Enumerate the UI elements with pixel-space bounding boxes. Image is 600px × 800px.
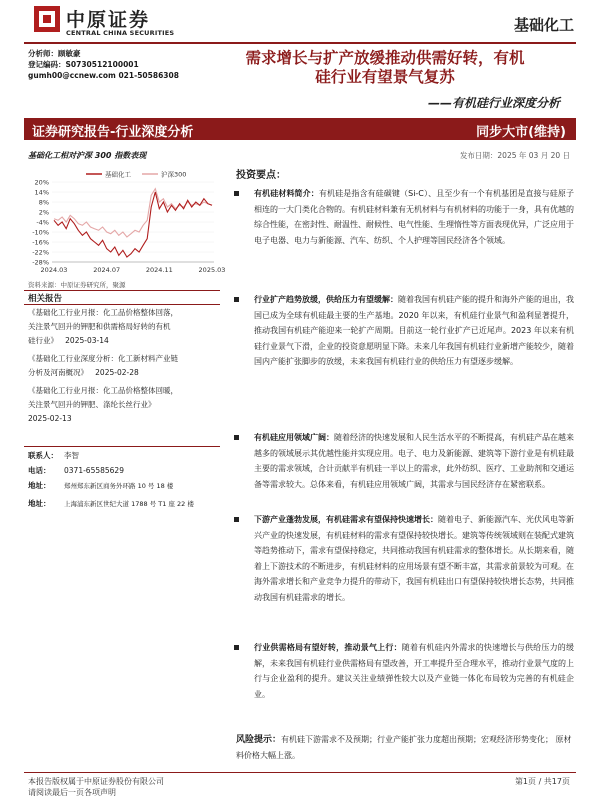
related-text: 《基础化工行业月报：化工品价格整体回暖， [28, 386, 178, 395]
report-type: 证券研究报告-行业深度分析 [32, 125, 194, 140]
contact-label: 联系人： [28, 451, 58, 460]
bullet-icon [234, 435, 239, 440]
report-type-banner [24, 118, 576, 140]
title-line-1: 需求增长与扩产放缓推动供需好转，有机 [245, 48, 525, 67]
related-text: 关注景气回升的钾肥和供需格局好转的有机 [28, 322, 171, 331]
point-text: 随着电子、新能源汽车、光伏风电等新兴产业的快速发展，有机硅材料的需求有望保持较快增长。建筑等传统领域则在装配式建筑等趋势推动下，需求有望保持稳定，共同推动我国有机硅需求的整体增长。从长期来看，随着上下游技术的不断进步，有机硅材料的应用场景有望不断丰富，其需求前景较为可观。在海外需求增长和产业竞争力提升的带动下，我国有机硅出口有望保持较快增长态势，共同推动我国有机硅需求的增长。 [254, 515, 574, 602]
report-title [200, 48, 570, 86]
copyright-text: 本报告版权属于中原证券股份有限公司 [28, 777, 164, 786]
related-heading: 相关报告 [28, 294, 63, 304]
bullet-icon [234, 645, 239, 650]
related-report-2[interactable] [28, 352, 218, 380]
related-date: 2025-02-13 [28, 414, 72, 423]
contact-label: 地址： [28, 499, 51, 508]
y-tick-label: 8% [38, 198, 49, 207]
contact-value: 上海浦东新区世纪大道 1788 号 T1 座 22 楼 [64, 500, 194, 508]
analyst-contact: gumh00@ccnew.com 021-50586308 [28, 71, 179, 80]
analyst-code: 登记编码：S0730512100001 [28, 60, 139, 69]
chart-source: 资料来源：中原证券研究所，聚源 [28, 281, 126, 289]
related-text: 分析及河南概况》 [28, 368, 88, 377]
related-text: 关注景气回升的钾肥、涤纶长丝行业》 [28, 400, 156, 409]
legend-label: 沪深300 [161, 170, 187, 179]
bullet-icon [234, 517, 239, 522]
header-divider [24, 42, 576, 44]
risk-text: 有机硅下游需求不及预期；行业产能扩张力度超出预期；宏观经济形势变化； 原材料价格大幅上涨。 [236, 735, 572, 760]
related-report-1[interactable] [28, 306, 218, 348]
point-4 [236, 512, 574, 605]
point-title: 有机硅应用领域广阔： [254, 433, 334, 442]
point-5 [236, 640, 574, 702]
risk-label: 风险提示： [236, 735, 282, 745]
x-tick-label: 2024.07 [93, 266, 121, 274]
x-tick-label: 2024.03 [40, 266, 68, 274]
page-number: 第1页 / 共17页 [514, 777, 570, 786]
contact-value: 0371-65585629 [64, 466, 124, 475]
y-tick-label: -28% [32, 258, 49, 267]
rating: 同步大市(维持) [476, 125, 566, 140]
related-divider [24, 290, 220, 291]
investment-points [236, 186, 574, 726]
contact-person [28, 450, 79, 462]
point-text: 有机硅是指含有硅碳键（Si-C）、且至少有一个有机基团是直接与硅原子相连的一大门类化合物的。有机硅材料兼有无机材料与有机材料的功能于一身，具有优越的综合性能，在密封性、耐温性、耐候性、电气性能、生理惰性等方面表现优异，广泛应用于电子电器、电力与新能源、汽车、纺织、个人护理等国民经济各个领域。 [254, 189, 574, 245]
point-title: 下游产业蓬勃发展，有机硅需求有望保持快速增长： [254, 515, 438, 524]
contact-label: 电话： [28, 466, 51, 475]
y-tick-label: 20% [34, 178, 49, 187]
related-date: 2025-02-28 [95, 368, 139, 377]
logo-name: 中原证券 [66, 9, 151, 31]
analyst-name: 分析师：顾敏豪 [28, 49, 81, 58]
report-subtitle: ——有机硅行业深度分析 [427, 96, 560, 110]
point-text: 随着我国有机硅产能的提升和海外产能的退出，我国已成为全球有机硅最主要的生产基地。2020 年以来，有机硅行业景气和盈利显著提升，推动我国有机硅产能迎来一轮扩产周期。目前这一轮行业扩产已近尾声。2023 年以来有机硅行业景气下滑，企业的投资意愿明显下降。未来几年我国有机硅行业新增产能较少，随着国内产能扩张脚步的放缓，未来我国有机硅行业的供给压力有望逐步缓解。 [254, 295, 574, 366]
point-1 [236, 186, 574, 248]
contact-divider [24, 446, 220, 447]
title-line-2: 硅行业有望景气复苏 [315, 67, 455, 86]
y-tick-label: 2% [38, 208, 49, 217]
sector-label: 基础化工 [513, 16, 574, 34]
x-tick-label: 2025.03 [198, 266, 226, 274]
point-title: 行业扩产趋势放缓，供给压力有望缓解： [254, 295, 398, 304]
point-text: 随着经济的快速发展和人民生活水平的不断提高，有机硅产品在越来越多的领域展示其优越性能并实现应用。电子、电力及新能源、建筑等下游行业是有机硅最主要的需求领域，合计贡献半有机硅一半以上的需求，此外纺织、医疗、工业助剂和交通运备等需求较大。总体来看，有机硅应用领域广阔，其需求与国民经济存在紧密联系。 [254, 433, 574, 489]
publish-date: 发布日期：2025 年 03 月 20 日 [459, 151, 570, 160]
related-text: 《基础化工行业深度分析：化工新材料产业链 [28, 354, 178, 363]
logo-icon [34, 6, 60, 32]
chart-title: 基础化工相对沪深 300 指数表现 [28, 151, 147, 160]
y-tick-label: 14% [34, 188, 49, 197]
contact-value: 李智 [64, 451, 79, 460]
legend-label: 基础化工 [105, 170, 131, 179]
related-report-3[interactable] [28, 384, 218, 426]
point-2 [236, 292, 574, 370]
related-text: 《基础化工行业月报：化工品价格整体回落， [28, 308, 178, 317]
contact-value: 郑州郑东新区商务外环路 10 号 18 楼 [64, 482, 174, 490]
investment-heading: 投资要点： [236, 170, 286, 181]
point-3 [236, 430, 574, 492]
related-text: 硅行业》 [28, 336, 58, 345]
y-tick-label: -4% [36, 218, 49, 227]
disclaimer-link[interactable]: 请阅读最后一页各项声明 [28, 788, 116, 797]
point-text: 随着有机硅内外需求的快速增长与供给压力的缓解，未来我国有机硅行业供需格局有望改善，开工率提升至合理水平，推动行业景气度的上行与企业盈利的提升。建议关注业绩弹性较大以及产业链一体化布局较为完善的有机硅企业。 [254, 643, 575, 699]
contact-address-1 [28, 480, 173, 492]
y-tick-label: -10% [32, 228, 49, 237]
performance-chart [24, 168, 226, 278]
logo-subtitle: CENTRAL CHINA SECURITIES [66, 29, 175, 37]
point-title: 行业供需格局有望好转，推动景气上行： [254, 643, 402, 652]
y-tick-label: -16% [32, 238, 49, 247]
bullet-icon [234, 297, 239, 302]
footer-divider [24, 772, 576, 773]
bullet-icon [234, 191, 239, 196]
point-title: 有机硅材料简介： [254, 189, 319, 198]
contact-address-2 [28, 498, 194, 510]
x-tick-label: 2024.11 [145, 266, 173, 274]
footer-notice [28, 776, 164, 798]
contact-label: 地址： [28, 481, 51, 490]
y-tick-label: -22% [32, 248, 49, 257]
contact-phone [28, 465, 124, 477]
related-date: 2025-03-14 [65, 336, 109, 345]
related-divider-2 [24, 304, 220, 305]
risk-warning [236, 732, 574, 763]
